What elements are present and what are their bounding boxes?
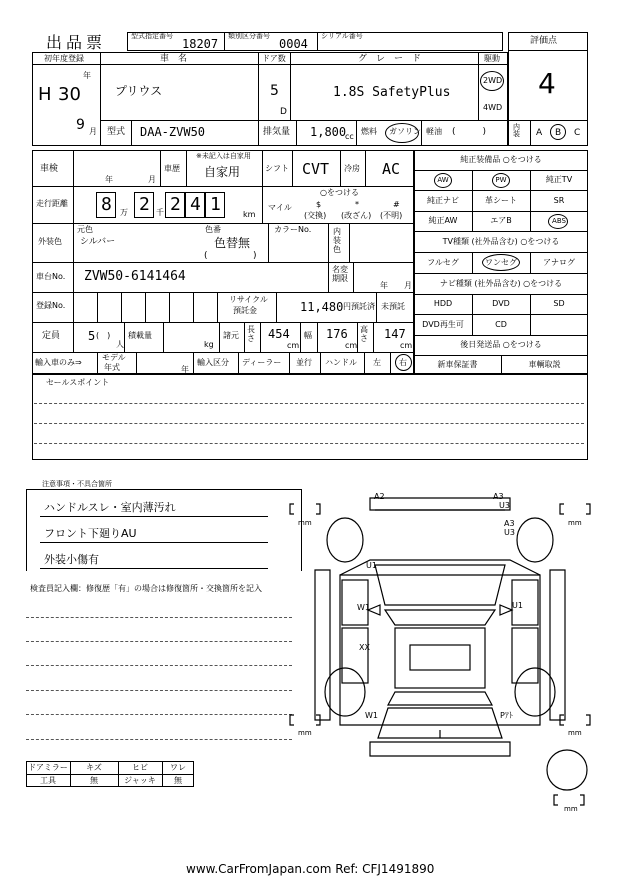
name-label: 車 名 xyxy=(160,54,188,64)
right-label: 右 xyxy=(399,358,407,367)
interior-grade-b: B xyxy=(555,128,562,138)
diagram-label-u1-right: U1 xyxy=(512,601,523,610)
ac-value: AC xyxy=(382,160,401,178)
mileage-digit-1: 8 xyxy=(101,194,112,215)
year-unit: 年 xyxy=(83,71,91,80)
km-unit: km xyxy=(243,210,256,219)
history-value: 自家用 xyxy=(204,165,241,179)
diagram-label-w1-rear: W1 xyxy=(365,711,378,720)
navi-title: ナビ種類 (社外品含む) ○をつける xyxy=(439,278,563,288)
model-year-label-2: 年式 xyxy=(104,363,120,372)
tv-analog: アナログ xyxy=(543,257,575,267)
color-no-paren-open: ( xyxy=(204,251,208,261)
table-header-break: ワレ xyxy=(170,762,186,772)
note-item-1: ハンドルスレ・室内薄汚れ xyxy=(44,501,176,514)
chassis-value: ZVW50-6141464 xyxy=(84,269,186,284)
unknown-sym: # xyxy=(393,200,400,209)
score-label: 評価点 xyxy=(530,36,558,46)
equip-std-aw: 純正AW xyxy=(428,216,458,225)
model-year-suffix: 年 xyxy=(181,365,189,374)
navi-dvd: DVD xyxy=(492,299,510,308)
capacity-label: 定員 xyxy=(42,331,61,341)
mile-label: マイル xyxy=(268,203,292,212)
mm-label-fl: mm xyxy=(298,519,312,527)
recycle-label-2: 預託金 xyxy=(233,306,257,315)
cd-label: CD xyxy=(495,319,507,329)
inspection-year-unit: 年 xyxy=(105,175,113,184)
table-value-tools: 工具 xyxy=(40,775,56,785)
type-value: DAA-ZVW50 xyxy=(140,125,206,139)
diagram-label-a2: A2 xyxy=(374,492,385,501)
later-manual: 車輌取説 xyxy=(528,359,561,369)
load-label: 積載量 xyxy=(128,331,152,340)
navi-sd: SD xyxy=(553,299,565,308)
shift-value: CVT xyxy=(302,160,330,178)
type-label: 型式 xyxy=(107,127,126,137)
navi-hdd: HDD xyxy=(433,299,453,308)
era: H xyxy=(38,84,52,105)
equip-leather: 革シート xyxy=(485,195,517,205)
length-label: 長さ xyxy=(247,325,255,343)
mile-check-note: ○をつける xyxy=(320,188,359,197)
class-label: 類別区分番号 xyxy=(228,32,270,40)
displacement-label: 排気量 xyxy=(263,127,291,137)
grade-value: 1.8S SafetyPlus xyxy=(333,85,451,100)
diagram-label-w1-left: W1 xyxy=(357,603,370,612)
height-value: 147 xyxy=(384,327,406,341)
interior-grade-a: A xyxy=(536,128,543,138)
not-deposited-label: 未預託 xyxy=(381,302,405,311)
door-suffix: D xyxy=(280,107,287,117)
reg-month: 9 xyxy=(76,117,85,133)
grade-label: グ レ ー ド xyxy=(358,54,422,64)
reg-year: 30 xyxy=(58,84,81,105)
history-note: ※未記入は自家用 xyxy=(196,152,251,160)
diagram-label-u3-top: U3 xyxy=(499,501,510,510)
mileage-digit-4: 4 xyxy=(190,194,201,215)
parallel-label: 並行 xyxy=(296,358,312,367)
mm-label-fr: mm xyxy=(568,519,582,527)
diagram-label-u1-front: U1 xyxy=(366,561,377,570)
equip-abs: ABS xyxy=(552,216,566,225)
mileage-digit-2: 2 xyxy=(139,194,150,215)
name-change-year: 年 xyxy=(380,281,388,290)
drive-4wd: 4WD xyxy=(483,103,503,112)
table-header-mirror: ドアミラー xyxy=(28,762,68,772)
model-spec-label: 型式指定番号 xyxy=(131,32,173,40)
sales-point-label: セールスポイント xyxy=(46,378,110,387)
month-unit: 月 xyxy=(89,127,97,136)
ac-label: 冷房 xyxy=(344,164,360,173)
first-reg-label: 初年度登録 xyxy=(44,54,84,63)
mileage-digit-5: 1 xyxy=(210,194,221,215)
mm-label-spare: mm xyxy=(564,805,578,813)
model-spec-value: 18207 xyxy=(182,37,219,51)
drive-2wd: 2WD xyxy=(483,76,503,85)
car-damage-diagram xyxy=(280,470,600,820)
height-label: 高さ xyxy=(360,325,368,343)
sen-unit: 千 xyxy=(156,208,164,217)
equip-airbag: エアB xyxy=(490,216,512,225)
later-title: 後日発送品 ○をつける xyxy=(460,340,542,349)
fuel-label: 燃料 xyxy=(361,127,377,136)
diagram-label-xx: XX xyxy=(359,643,370,652)
recycle-unit: 円 xyxy=(343,302,351,311)
load-kg: kg xyxy=(204,340,214,349)
diesel-label: 軽油 xyxy=(426,127,442,136)
reg-no-label: 登録No. xyxy=(36,301,66,310)
equip-navi: 純正ナビ xyxy=(427,195,459,205)
height-cm: cm xyxy=(400,341,413,350)
tv-oneseg: ワンセグ xyxy=(485,257,517,267)
dealer-label: ディーラー xyxy=(242,358,282,367)
width-value: 176 xyxy=(326,327,348,341)
equip-tv: 純正TV xyxy=(545,175,573,184)
table-value-none-1: 無 xyxy=(90,775,98,785)
capacity-unit: 人 xyxy=(116,340,124,349)
import-type-label: 輸入区分 xyxy=(197,358,229,367)
doors-label: ドア数 xyxy=(262,54,286,63)
chassis-label: 車台No. xyxy=(36,272,66,281)
left-label: 左 xyxy=(373,358,381,367)
diagram-label-a3-top: A3 xyxy=(493,492,504,501)
sales-point-box xyxy=(32,374,588,460)
tv-fullseg: フルセグ xyxy=(427,257,459,267)
equip-pw: PW xyxy=(495,175,507,184)
orig-color-label: 元色 xyxy=(77,225,93,234)
inspector-note: 検査員記入欄：修復歴「有」の場合は修復箇所・交換箇所を記入 xyxy=(30,584,262,593)
diagram-label-a3-side: A3 xyxy=(504,519,515,528)
name-change-label: 名変期限 xyxy=(332,265,348,283)
table-header-crack: ヒビ xyxy=(132,762,148,772)
table-value-jack: ジャッキ xyxy=(124,775,156,785)
interior-grade-c: C xyxy=(574,128,581,138)
handle-label: ハンドル xyxy=(325,358,357,367)
car-name: プリウス xyxy=(115,84,163,98)
table-header-scratch: キズ xyxy=(86,762,102,772)
cc-unit: cc xyxy=(345,132,354,141)
mm-label-rr: mm xyxy=(568,729,582,737)
name-change-month: 月 xyxy=(404,281,412,290)
equip-aw: AW xyxy=(437,175,449,184)
note-item-3: 外装小傷有 xyxy=(44,553,99,566)
width-cm: cm xyxy=(345,341,358,350)
diagram-label-u3-side: U3 xyxy=(504,528,515,537)
fuel-value: ガソリン xyxy=(389,127,421,136)
exchange-sym: $ xyxy=(316,200,322,209)
tampered-label: (改ざん) xyxy=(341,211,372,220)
tv-title: TV種類 (社外品含む) ○をつける xyxy=(442,236,560,246)
inspection-month-unit: 月 xyxy=(148,175,156,184)
std-equipment-title: 純正装備品 ○をつける xyxy=(460,155,542,164)
interior-color-label: 内装色 xyxy=(333,227,341,254)
orig-color-value: シルバー xyxy=(80,237,116,247)
length-cm: cm xyxy=(287,341,300,350)
footer-watermark: www.CarFromJapan.com Ref: CFJ1491890 xyxy=(186,862,435,876)
capacity-value: 5 xyxy=(88,329,96,343)
interior-label: 内装 xyxy=(513,123,520,138)
tampered-sym: * xyxy=(355,200,359,209)
shift-label: シフト xyxy=(265,164,289,173)
drive-label: 駆動 xyxy=(484,54,500,63)
sheet-title: 出品票 xyxy=(46,33,107,52)
later-warranty: 新車保証書 xyxy=(437,359,478,369)
inspection-label: 車検 xyxy=(40,164,59,174)
diagram-label-patch: Pｱﾄ xyxy=(500,711,513,720)
mileage-label: 走行距離 xyxy=(36,199,68,208)
exchange-label: (交換) xyxy=(304,211,327,220)
note-item-2: フロント下廻りAU xyxy=(44,527,137,540)
repaint-value: 色替無 xyxy=(214,236,251,250)
history-label: 車歴 xyxy=(164,164,180,173)
capacity-paren: ( ) xyxy=(96,331,111,340)
color-no-paren-close: ) xyxy=(253,251,257,261)
mm-label-rl: mm xyxy=(298,729,312,737)
dims-label: 諸元 xyxy=(223,331,239,340)
score-value: 4 xyxy=(538,67,556,100)
fuel-paren: ( ) xyxy=(452,127,487,137)
model-year-label-1: モデル xyxy=(102,353,126,362)
equip-sr: SR xyxy=(553,195,565,205)
deposited-label: 預託済 xyxy=(351,302,375,311)
color-number-label: カラーNo. xyxy=(274,225,312,234)
man-unit: 万 xyxy=(120,208,128,217)
mileage-digit-3: 2 xyxy=(170,194,181,215)
color-label: 外装色 xyxy=(38,237,62,246)
doors-value: 5 xyxy=(270,83,279,99)
dvd-playable: DVD再生可 xyxy=(422,319,464,329)
unknown-label: (不明) xyxy=(380,211,403,220)
import-label: 輸入車のみ⇒ xyxy=(35,358,82,367)
class-value: 0004 xyxy=(279,37,308,51)
table-value-none-2: 無 xyxy=(174,775,182,785)
length-value: 454 xyxy=(268,327,290,341)
serial-label: シリアル番号 xyxy=(321,32,363,40)
color-no-label: 色番 xyxy=(205,225,221,234)
recycle-label-1: リサイクル xyxy=(229,295,268,304)
width-label: 幅 xyxy=(304,331,312,340)
displacement-value: 1,800 xyxy=(310,125,347,139)
notes-title: 注意事項・不具合箇所 xyxy=(42,480,112,488)
recycle-value: 11,480 xyxy=(300,300,344,314)
